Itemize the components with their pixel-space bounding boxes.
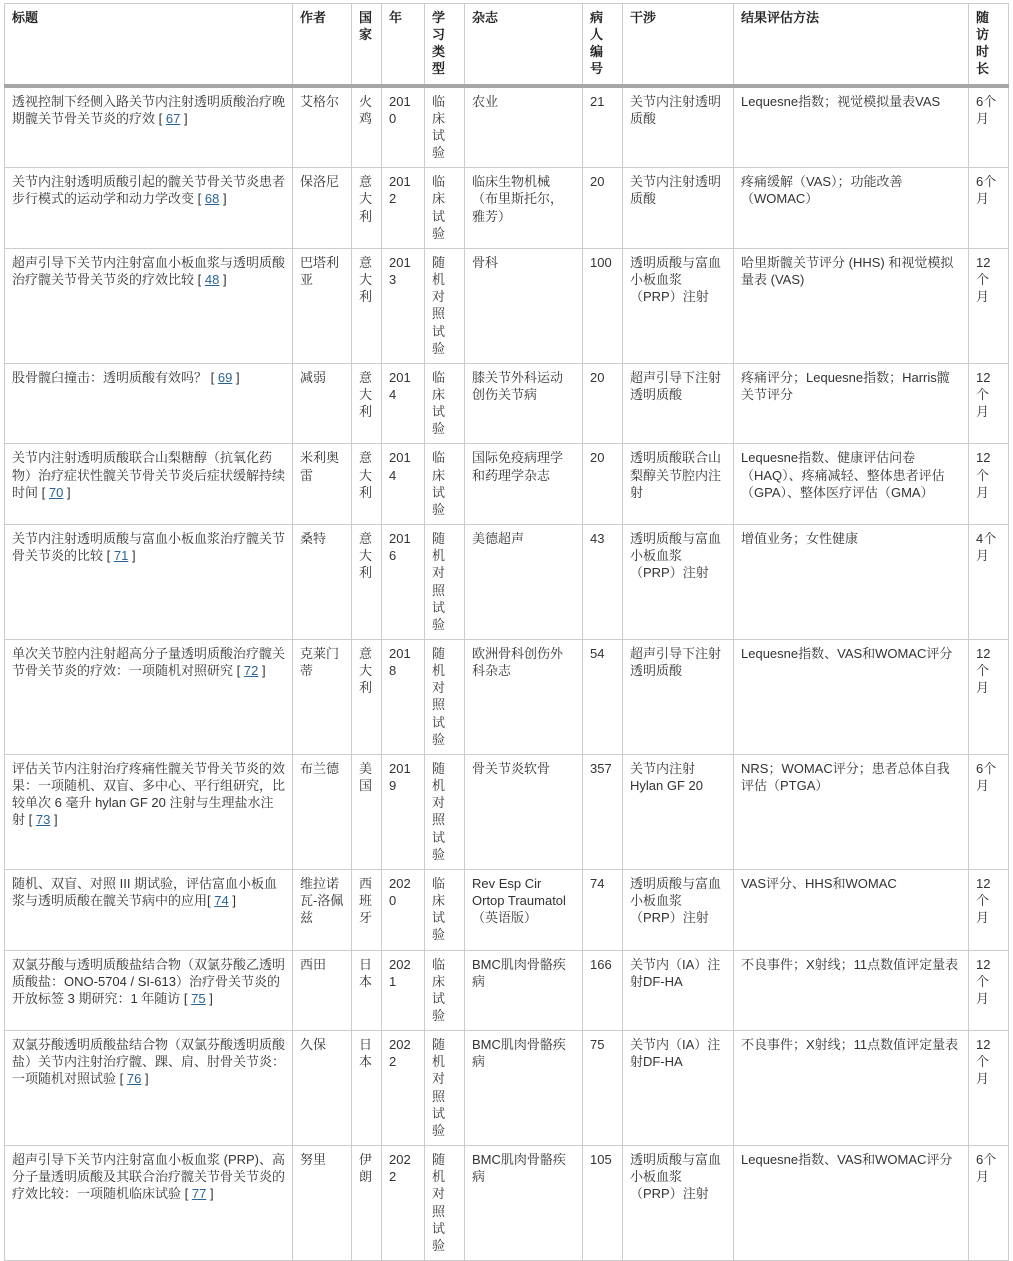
study-title-text: 关节内注射透明质酸引起的髋关节骨关节炎患者步行模式的运动学和动力学改变: [12, 174, 286, 207]
cell-patients: 75: [583, 1031, 623, 1146]
column-header-title: 标题: [5, 4, 293, 86]
cell-journal: 膝关节外科运动创伤关节病: [465, 363, 583, 444]
cell-study_type: 临床试验: [425, 168, 465, 249]
cell-follow_up: 6个月: [969, 1146, 1009, 1261]
cell-patients: 100: [583, 248, 623, 363]
table-row: [5, 168, 1009, 249]
cell-intervention: 透明质酸与富血小板血浆（PRP）注射: [623, 248, 734, 363]
cell-author: 巴塔利亚: [293, 248, 352, 363]
citation-link[interactable]: 70: [48, 484, 64, 500]
cell-title: 评估关节内注射治疗疼痛性髋关节骨关节炎的效果：一项随机、双盲、多中心、平行组研究，比较单次 6 毫升 hylan GF 20 注射与生理盐水注射 [ 73 ]: [5, 754, 293, 869]
cell-country: 美国: [352, 754, 382, 869]
citation-link[interactable]: 77: [191, 1186, 207, 1202]
cell-title: 关节内注射透明质酸引起的髋关节骨关节炎患者步行模式的运动学和动力学改变 [ 68 ]: [5, 168, 293, 249]
cell-intervention: 透明质酸联合山梨醇关节腔内注射: [623, 444, 734, 525]
cell-patients: 357: [583, 754, 623, 869]
cell-year: 2018: [382, 640, 425, 755]
table-row: [5, 1146, 1009, 1261]
cell-country: 伊朗: [352, 1146, 382, 1261]
cell-author: 久保: [293, 1031, 352, 1146]
cell-patients: 21: [583, 86, 623, 168]
cell-country: 日本: [352, 1031, 382, 1146]
column-header-country: 国家: [352, 4, 382, 86]
citation-link[interactable]: 67: [165, 110, 181, 126]
cell-country: 意大利: [352, 640, 382, 755]
study-title-text: 超声引导下关节内注射富血小板血浆与透明质酸治疗髋关节骨关节炎的疗效比较: [12, 254, 286, 288]
cell-journal: BMC肌肉骨骼疾病: [465, 950, 583, 1031]
cell-author: 西田: [293, 950, 352, 1031]
cell-country: 意大利: [352, 363, 382, 444]
cell-patients: 43: [583, 525, 623, 640]
cell-year: 2012: [382, 168, 425, 249]
cell-author: 桑特: [293, 525, 352, 640]
cell-outcome: VAS评分、HHS和WOMAC: [734, 869, 969, 950]
cell-author: 米利奥雷: [293, 444, 352, 525]
table-row: [5, 363, 1009, 444]
cell-journal: BMC肌肉骨骼疾病: [465, 1146, 583, 1261]
cell-patients: 105: [583, 1146, 623, 1261]
citation-link[interactable]: 74: [214, 893, 229, 909]
cell-study_type: 随机对照试验: [425, 248, 465, 363]
study-title-text: 评估关节内注射治疗疼痛性髋关节骨关节炎的效果：一项随机、双盲、多中心、平行组研究，比较单次 6 毫升 hylan GF 20 注射与生理盐水注射: [12, 760, 286, 828]
citation-link[interactable]: 48: [204, 272, 220, 288]
cell-follow_up: 12个月: [969, 248, 1009, 363]
cell-study_type: 随机对照试验: [425, 754, 465, 869]
cell-study_type: 临床试验: [425, 869, 465, 950]
cell-outcome: 疼痛缓解（VAS）；功能改善（WOMAC）: [734, 168, 969, 249]
cell-journal: BMC肌肉骨骼疾病: [465, 1031, 583, 1146]
cell-year: 2016: [382, 525, 425, 640]
table-row: [5, 950, 1009, 1031]
cell-year: 2019: [382, 754, 425, 869]
table-row: [5, 754, 1009, 869]
cell-outcome: 不良事件；X射线；11点数值评定量表: [734, 950, 969, 1031]
cell-country: 意大利: [352, 168, 382, 249]
cell-follow_up: 12个月: [969, 640, 1009, 755]
column-header-outcome: 结果评估方法: [734, 4, 969, 86]
cell-patients: 20: [583, 168, 623, 249]
cell-title: 关节内注射透明质酸与富血小板血浆治疗髋关节骨关节炎的比较 [ 71 ]: [5, 525, 293, 640]
cell-study_type: 临床试验: [425, 363, 465, 444]
table-header: [5, 4, 1009, 86]
cell-author: 减弱: [293, 363, 352, 444]
cell-intervention: 关节内注射透明质酸: [623, 86, 734, 168]
cell-author: 克莱门蒂: [293, 640, 352, 755]
cell-author: 维拉诺瓦-洛佩兹: [293, 869, 352, 950]
cell-intervention: 关节内（IA）注射DF-HA: [623, 950, 734, 1031]
cell-year: 2022: [382, 1146, 425, 1261]
column-header-patients: 病人编号: [583, 4, 623, 86]
study-title-text: 股骨髋臼撞击：透明质酸有效吗？: [12, 369, 208, 385]
cell-title: 随机、双盲、对照 III 期试验，评估富血小板血浆与透明质酸在髋关节病中的应用[ 74 ]: [5, 869, 293, 950]
cell-patients: 20: [583, 363, 623, 444]
study-title-text: 单次关节腔内注射超高分子量透明质酸治疗髋关节骨关节炎的疗效：一项随机对照研究: [12, 646, 286, 679]
cell-country: 火鸡: [352, 86, 382, 168]
table-row: [5, 525, 1009, 640]
table-row: [5, 86, 1009, 168]
cell-country: 日本: [352, 950, 382, 1031]
cell-patients: 166: [583, 950, 623, 1031]
cell-outcome: 哈里斯髋关节评分 (HHS) 和视觉模拟量表 (VAS): [734, 248, 969, 363]
cell-follow_up: 6个月: [969, 754, 1009, 869]
cell-title: 双氯芬酸透明质酸盐结合物（双氯芬酸透明质酸盐）关节内注射治疗髋、踝、肩、肘骨关节炎：一项随机对照试验 [ 76 ]: [5, 1031, 293, 1146]
study-title-text: 随机、双盲、对照 III 期试验，评估富血小板血浆与透明质酸在髋关节病中的应用: [12, 875, 278, 909]
cell-outcome: Lequesne指数、VAS和WOMAC评分: [734, 640, 969, 755]
citation-link[interactable]: 69: [217, 369, 233, 385]
cell-outcome: Lequesne指数、健康评估问卷（HAQ）、疼痛减轻、整体患者评估（GPA）、整体医疗评估（GMA）: [734, 444, 969, 525]
cell-intervention: 关节内（IA）注射DF-HA: [623, 1031, 734, 1146]
cell-follow_up: 12个月: [969, 950, 1009, 1031]
cell-outcome: 不良事件；X射线；11点数值评定量表: [734, 1031, 969, 1146]
cell-follow_up: 6个月: [969, 168, 1009, 249]
cell-study_type: 临床试验: [425, 950, 465, 1031]
cell-outcome: NRS；WOMAC评分；患者总体自我评估（PTGA）: [734, 754, 969, 869]
cell-study_type: 随机对照试验: [425, 525, 465, 640]
cell-follow_up: 12个月: [969, 1031, 1009, 1146]
cell-follow_up: 4个月: [969, 525, 1009, 640]
cell-title: 关节内注射透明质酸联合山梨糖醇（抗氧化药物）治疗症状性髋关节骨关节炎后症状缓解持续时间 [ 70 ]: [5, 444, 293, 525]
cell-country: 意大利: [352, 248, 382, 363]
cell-study_type: 临床试验: [425, 444, 465, 525]
cell-journal: Rev Esp Cir Ortop Traumatol（英语版）: [465, 869, 583, 950]
cell-intervention: 透明质酸与富血小板血浆（PRP）注射: [623, 1146, 734, 1261]
cell-year: 2014: [382, 444, 425, 525]
cell-intervention: 透明质酸与富血小板血浆（PRP）注射: [623, 869, 734, 950]
cell-year: 2022: [382, 1031, 425, 1146]
study-title-text: 超声引导下关节内注射富血小板血浆 (PRP)、高分子量透明质酸及其联合治疗髋关节骨关节炎的疗效比较：一项随机临床试验: [12, 1152, 286, 1202]
cell-journal: 美德超声: [465, 525, 583, 640]
cell-author: 保洛尼: [293, 168, 352, 249]
cell-title: 超声引导下关节内注射富血小板血浆与透明质酸治疗髋关节骨关节炎的疗效比较 [ 48 ]: [5, 248, 293, 363]
cell-journal: 临床生物机械（布里斯托尔，雅芳）: [465, 168, 583, 249]
cell-journal: 农业: [465, 86, 583, 168]
cell-follow_up: 12个月: [969, 869, 1009, 950]
table-row: [5, 444, 1009, 525]
cell-journal: 国际免疫病理学和药理学杂志: [465, 444, 583, 525]
cell-author: 布兰德: [293, 754, 352, 869]
cell-intervention: 超声引导下注射透明质酸: [623, 363, 734, 444]
cell-outcome: 疼痛评分；Lequesne指数；Harris髋关节评分: [734, 363, 969, 444]
cell-year: 2014: [382, 363, 425, 444]
cell-country: 意大利: [352, 525, 382, 640]
column-header-intervention: 干涉: [623, 4, 734, 86]
cell-patients: 54: [583, 640, 623, 755]
column-header-follow_up: 随访时长: [969, 4, 1009, 86]
cell-study_type: 随机对照试验: [425, 1031, 465, 1146]
cell-year: 2013: [382, 248, 425, 363]
cell-intervention: 透明质酸与富血小板血浆（PRP）注射: [623, 525, 734, 640]
citation-link[interactable]: 72: [243, 663, 259, 679]
cell-patients: 20: [583, 444, 623, 525]
citation-link[interactable]: 75: [191, 990, 206, 1006]
cell-follow_up: 12个月: [969, 363, 1009, 444]
cell-intervention: 关节内注射透明质酸: [623, 168, 734, 249]
cell-study_type: 随机对照试验: [425, 1146, 465, 1261]
cell-author: 艾格尔: [293, 86, 352, 168]
column-header-author: 作者: [293, 4, 352, 86]
studies-table: [4, 3, 1009, 1261]
cell-title: 双氯芬酸与透明质酸盐结合物（双氯芬酸乙透明质酸盐：ONO-5704 / SI-613）治疗骨关节炎的开放标签 3 期研究：1 年随访 [ 75 ]: [5, 950, 293, 1031]
cell-follow_up: 12个月: [969, 444, 1009, 525]
cell-author: 努里: [293, 1146, 352, 1261]
study-title-text: 双氯芬酸与透明质酸盐结合物（双氯芬酸乙透明质酸盐：ONO-5704 / SI-613）治疗骨关节炎的开放标签 3 期研究：1 年随访: [12, 956, 286, 1006]
cell-year: 2010: [382, 86, 425, 168]
cell-journal: 欧洲骨科创伤外科杂志: [465, 640, 583, 755]
column-header-journal: 杂志: [465, 4, 583, 86]
column-header-year: 年: [382, 4, 425, 86]
cell-follow_up: 6个月: [969, 86, 1009, 168]
cell-outcome: Lequesne指数、VAS和WOMAC评分: [734, 1146, 969, 1261]
column-header-study_type: 学习类型: [425, 4, 465, 86]
header-row: [5, 4, 1009, 86]
cell-year: 2021: [382, 950, 425, 1031]
cell-journal: 骨关节炎软骨: [465, 754, 583, 869]
cell-study_type: 随机对照试验: [425, 640, 465, 755]
citation-link[interactable]: 76: [126, 1071, 142, 1087]
cell-title: 单次关节腔内注射超高分子量透明质酸治疗髋关节骨关节炎的疗效：一项随机对照研究 [ 72 ]: [5, 640, 293, 755]
cell-study_type: 临床试验: [425, 86, 465, 168]
table-body: [5, 86, 1009, 1261]
table-row: [5, 869, 1009, 950]
citation-link[interactable]: 68: [204, 191, 220, 207]
study-title-text: 双氯芬酸透明质酸盐结合物（双氯芬酸透明质酸盐）关节内注射治疗髋、踝、肩、肘骨关节炎：一项随机对照试验: [12, 1037, 286, 1087]
study-title-text: 关节内注射透明质酸联合山梨糖醇（抗氧化药物）治疗症状性髋关节骨关节炎后症状缓解持续时间: [12, 450, 286, 500]
cell-country: 意大利: [352, 444, 382, 525]
cell-year: 2020: [382, 869, 425, 950]
cell-journal: 骨科: [465, 248, 583, 363]
cell-outcome: Lequesne指数；视觉模拟量表VAS: [734, 86, 969, 168]
table-row: [5, 248, 1009, 363]
cell-title: 透视控制下经侧入路关节内注射透明质酸治疗晚期髋关节骨关节炎的疗效 [ 67 ]: [5, 86, 293, 168]
cell-outcome: 增值业务；女性健康: [734, 525, 969, 640]
cell-intervention: 超声引导下注射透明质酸: [623, 640, 734, 755]
table-row: [5, 1031, 1009, 1146]
cell-country: 西班牙: [352, 869, 382, 950]
cell-title: 超声引导下关节内注射富血小板血浆 (PRP)、高分子量透明质酸及其联合治疗髋关节骨关节炎的疗效比较：一项随机临床试验 [ 77 ]: [5, 1146, 293, 1261]
table-row: [5, 640, 1009, 755]
cell-title: 股骨髋臼撞击：透明质酸有效吗？ [ 69 ]: [5, 363, 293, 444]
cell-patients: 74: [583, 869, 623, 950]
citation-link[interactable]: 71: [113, 548, 129, 564]
citation-link[interactable]: 73: [35, 812, 51, 828]
study-title-text: 关节内注射透明质酸与富血小板血浆治疗髋关节骨关节炎的比较: [12, 531, 286, 564]
study-title-text: 透视控制下经侧入路关节内注射透明质酸治疗晚期髋关节骨关节炎的疗效: [12, 93, 286, 126]
cell-intervention: 关节内注射Hylan GF 20: [623, 754, 734, 869]
